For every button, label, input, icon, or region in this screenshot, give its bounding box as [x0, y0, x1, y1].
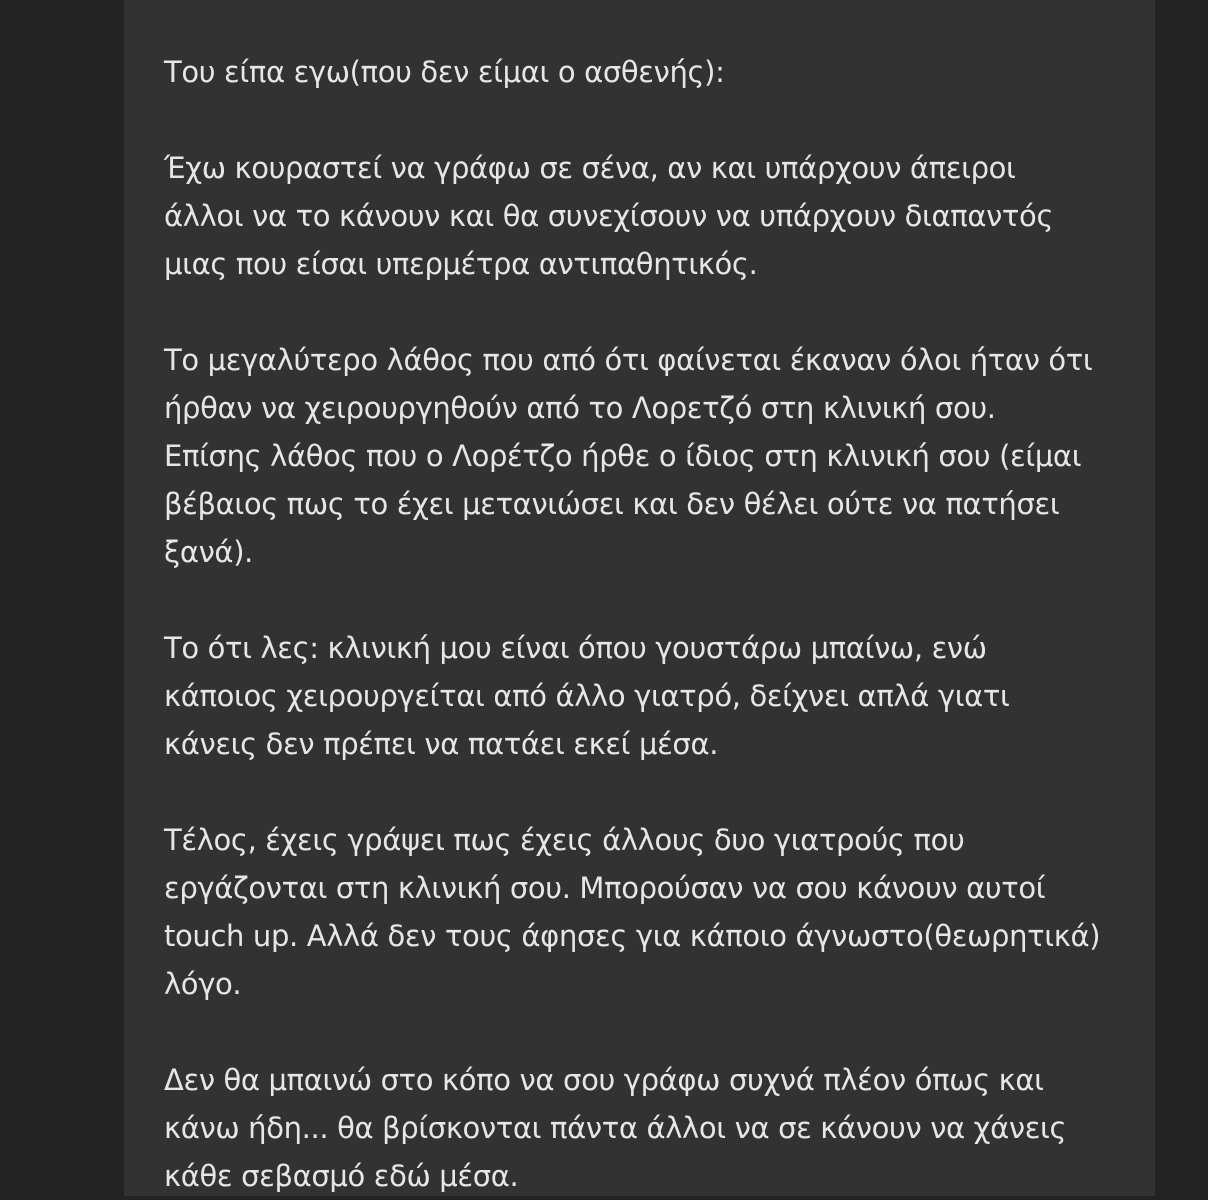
- post-paragraph: Το μεγαλύτερο λάθος που από ότι φαίνεται έκαναν όλοι ήταν ότι ήρθαν να χειρουργηθούν από το Λορετζό στη κλινική σου. Επίσης λάθος που ο Λορέτζο ήρθε ο ίδιος στη κλινική σου (είμαι βέβαιος πως το έχει μετανιώσει και δεν θέλει ούτε να πατήσει ξανά).: [164, 343, 1093, 569]
- post-paragraph: Τέλος, έχεις γράψει πως έχεις άλλους δυο γιατρούς που εργάζονται στη κλινική σου. Μπορούσαν να σου κάνουν αυτοί touch up. Αλλά δεν τους άφησες για κάποιο άγνωστο(θεωρητικά) λόγο.: [164, 823, 1101, 1001]
- post-paragraph: Δεν θα μπαινώ στο κόπο να σου γράφω συχνά πλέον όπως και κάνω ήδη... θα βρίσκονται πάντα άλλοι να σε κάνουν να χάνεις κάθε σεβασμό εδώ μέσα.: [164, 1063, 1067, 1193]
- post-paragraph: Το ότι λες: κλινική μου είναι όπου γουστάρω μπαίνω, ενώ κάποιος χειρουργείται από άλλο γιατρό, δείχνει απλά γιατι κάνεις δεν πρέπει να πατάει εκεί μέσα.: [164, 631, 1010, 761]
- post-panel: [124, 0, 1155, 1196]
- post-body: [164, 48, 1124, 1200]
- post-paragraph: Του είπα εγω(που δεν είμαι ο ασθενής):: [164, 55, 725, 89]
- post-paragraph: Έχω κουραστεί να γράφω σε σένα, αν και υπάρχουν άπειροι άλλοι να το κάνουν και θα συνεχίσουν να υπάρχουν διαπαντός μιας που είσαι υπερμέτρα αντιπαθητικός.: [164, 151, 1054, 281]
